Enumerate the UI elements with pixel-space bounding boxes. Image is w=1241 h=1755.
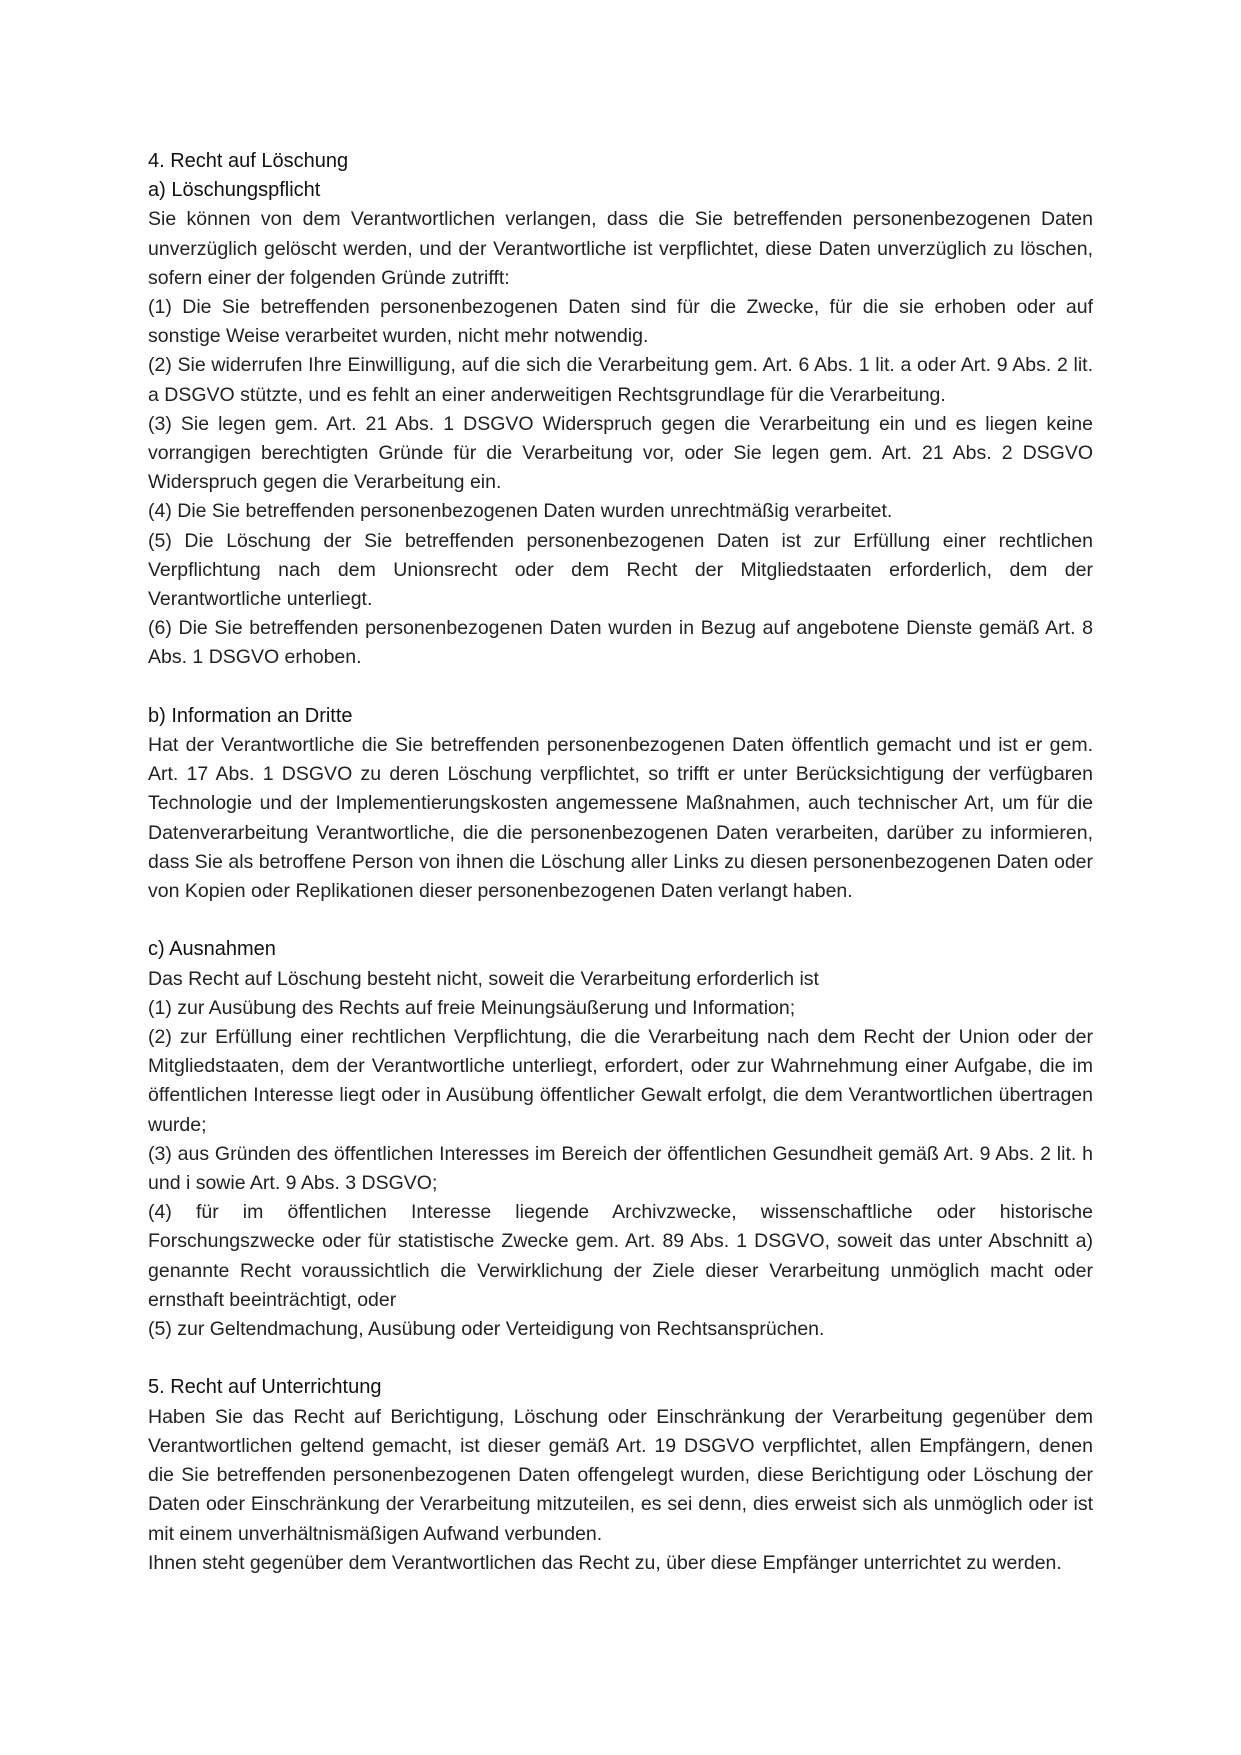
paragraph-a-intro: Sie können von dem Verantwortlichen verlangen, dass die Sie betreffenden personenbezogenen Daten unverzüglich gelöscht werden, und der Verantwortliche ist verpflichtet, diese Daten unverzüglich zu löschen, sofern einer der folgenden Gründe zutrifft:	[148, 208, 1093, 289]
document-page	[148, 147, 1093, 1578]
spacer	[148, 906, 1093, 935]
list-item-a-6: (6) Die Sie betreffenden personenbezogenen Daten wurden in Bezug auf angebotene Dienste gemäß Art. 8 Abs. 1 DSGVO erhoben.	[148, 617, 1093, 669]
list-item-a-4: (4) Die Sie betreffenden personenbezogenen Daten wurden unrechtmäßig verarbeitet.	[148, 500, 893, 523]
subheading-c: c) Ausnahmen	[148, 938, 276, 961]
subheading-b: b) Information an Dritte	[148, 704, 353, 727]
paragraph-5-2: Ihnen steht gegenüber dem Verantwortlichen das Recht zu, über diese Empfänger unterrichtet zu werden.	[148, 1551, 1062, 1574]
list-item-c-4: (4) für im öffentlichen Interesse liegende Archivzwecke, wissenschaftliche oder historische Forschungszwecke oder für statistische Zwecke gem. Art. 89 Abs. 1 DSGVO, soweit das unter Abschnitt a) genannte Recht voraussichtlich die Verwirklichung der Ziele dieser Verarbeitung unmöglich macht oder ernsthaft beeinträchtigt, oder	[148, 1201, 1093, 1311]
spacer	[148, 1344, 1093, 1373]
spacer	[148, 673, 1093, 702]
list-item-a-5: (5) Die Löschung der Sie betreffenden personenbezogenen Daten ist zur Erfüllung einer rechtlichen Verpflichtung nach dem Unionsrecht oder dem Recht der Mitgliedstaaten erforderlich, dem der Verantwortliche unterliegt.	[148, 529, 1093, 611]
list-item-a-3: (3) Sie legen gem. Art. 21 Abs. 1 DSGVO Widerspruch gegen die Verarbeitung ein und es liegen keine vorrangigen berechtigten Gründe für die Verarbeitung vor, oder Sie legen gem. Art. 21 Abs. 2 DSGVO Widerspruch gegen die Verarbeitung ein.	[148, 412, 1093, 494]
list-item-c-1: (1) zur Ausübung des Rechts auf freie Meinungsäußerung und Information;	[148, 996, 796, 1019]
list-item-c-5: (5) zur Geltendmachung, Ausübung oder Verteidigung von Rechtsansprüchen.	[148, 1318, 825, 1341]
paragraph-c-intro: Das Recht auf Löschung besteht nicht, soweit die Verarbeitung erforderlich ist	[148, 967, 819, 990]
section-heading-5: 5. Recht auf Unterrichtung	[148, 1376, 382, 1399]
list-item-a-2: (2) Sie widerrufen Ihre Einwilligung, auf die sich die Verarbeitung gem. Art. 6 Abs. 1 lit. a oder Art. 9 Abs. 2 lit. a DSGVO stützte, und es fehlt an einer anderweitigen Rechtsgrundlage für die Verarbeitung.	[148, 354, 1093, 406]
list-item-a-1: (1) Die Sie betreffenden personenbezogenen Daten sind für die Zwecke, für die sie erhoben oder auf sonstige Weise verarbeitet wurden, nicht mehr notwendig.	[148, 296, 1093, 348]
paragraph-b: Hat der Verantwortliche die Sie betreffenden personenbezogenen Daten öffentlich gemacht und ist er gem. Art. 17 Abs. 1 DSGVO zu deren Löschung verpflichtet, so trifft er unter Berücksichtigung der verfügbaren Technologie und der Implementierungskosten angemessene Maßnahmen, auch technischer Art, um für die Datenverarbeitung Verantwortliche, die die personenbezogenen Daten verarbeiten, darüber zu informieren, dass Sie als betroffene Person von ihnen die Löschung aller Links zu diesen personenbezogenen Daten oder von Kopien oder Replikationen dieser personenbezogenen Daten verlangt haben.	[148, 734, 1093, 903]
paragraph-5-1: Haben Sie das Recht auf Berichtigung, Löschung oder Einschränkung der Verarbeitung gegenüber dem Verantwortlichen geltend gemacht, ist dieser gemäß Art. 19 DSGVO verpflichtet, allen Empfängern, denen die Sie betreffenden personenbezogenen Daten offengelegt wurden, diese Berichtigung oder Löschung der Daten oder Einschränkung der Verarbeitung mitzuteilen, es sei denn, dies erweist sich als unmöglich oder ist mit einem unverhältnismäßigen Aufwand verbunden.	[148, 1405, 1093, 1545]
section-heading-4: 4. Recht auf Löschung	[148, 150, 349, 172]
list-item-c-3: (3) aus Gründen des öffentlichen Interesses im Bereich der öffentlichen Gesundheit gemäß Art. 9 Abs. 2 lit. h und i sowie Art. 9 Abs. 3 DSGVO;	[148, 1142, 1093, 1195]
list-item-c-2: (2) zur Erfüllung einer rechtlichen Verpflichtung, die die Verarbeitung nach dem Recht der Union oder der Mitgliedstaaten, dem der Verantwortliche unterliegt, erfordert, oder zur Wahrnehmung einer Aufgabe, die im öffentlichen Interesse liegt oder in Ausübung öffentlicher Gewalt erfolgt, die dem Verantwortlichen übertragen wurde;	[148, 1026, 1093, 1136]
subheading-a: a) Löschungspflicht	[148, 179, 321, 202]
